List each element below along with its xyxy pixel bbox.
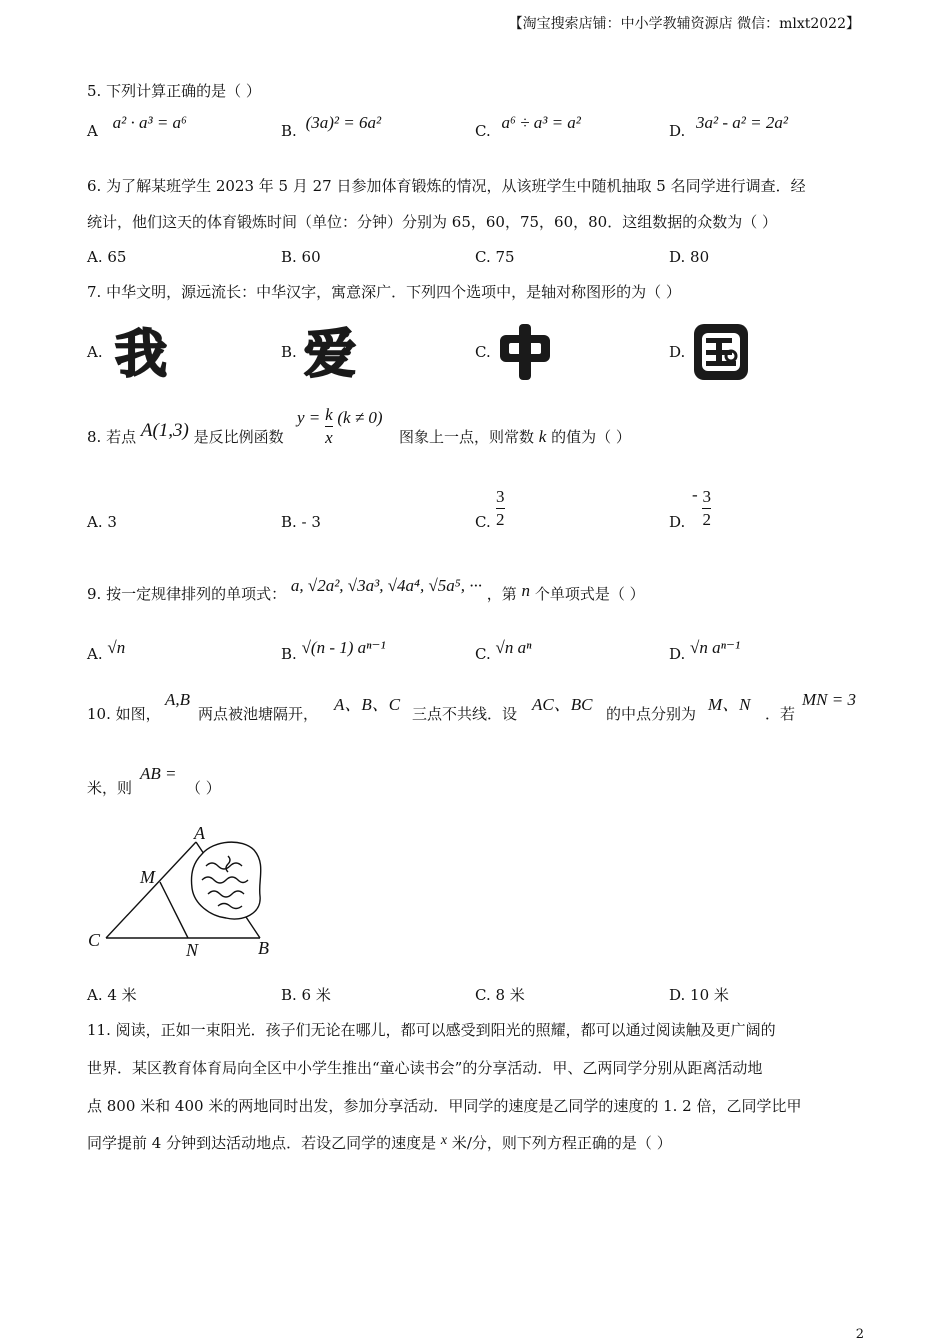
label-n: N: [186, 940, 199, 960]
question-10-stem-1: 10. 如图，: [87, 705, 161, 723]
q8-option-d-label: D.: [669, 513, 686, 531]
glyph-ai-text: 爱: [303, 325, 357, 380]
q8-k-var: k: [538, 427, 547, 446]
q8-function-y: y =: [297, 407, 321, 427]
q8-c-frac: [496, 486, 505, 531]
q8-fraction-x: x: [325, 428, 333, 447]
q9-text-3: 个单项式是（ ）: [534, 585, 645, 603]
q5-option-a: [87, 113, 187, 140]
q8-text-1: 8. 若点: [87, 428, 137, 446]
q8-function-fraction: [325, 404, 333, 449]
q9-option-d-expr: √n aⁿ⁻¹: [690, 638, 741, 657]
q9-option-c: [475, 638, 532, 663]
question-9-stem: [87, 576, 645, 603]
q10-figure: [82, 820, 282, 965]
question-8-stem: [87, 420, 284, 446]
question-11-line-4: [87, 1134, 672, 1154]
q9-option-a-expr: √n: [107, 638, 126, 657]
q5-option-b: [281, 113, 382, 140]
q10-text-7: （ ）: [186, 779, 221, 797]
q5-option-c-label: C.: [475, 122, 491, 140]
q6-option-b: B. 60: [281, 248, 321, 266]
q10-acbc: AC、BC: [532, 695, 593, 714]
q5-option-a-label: A: [87, 122, 98, 140]
question-11-line-2: 世界．某区教育体育局向全区中小学生推出“童心读书会”的分享活动．甲、乙两同学分别从距离活动地: [87, 1059, 763, 1077]
q8-fraction-k: k: [325, 405, 333, 424]
q5-option-d-expr: 3a² - a² = 2a²: [696, 113, 788, 132]
q8-function-condition: (k ≠ 0): [337, 407, 383, 427]
q5-option-a-expr: a² · a³ = a⁶: [112, 113, 187, 132]
q8-text-3: 图象上一点，则常数: [399, 428, 535, 446]
q10-abeq: AB =: [140, 764, 177, 783]
q9-text-1: 9. 按一定规律排列的单项式：: [87, 585, 287, 603]
q5-option-b-expr: (3a)² = 6a²: [305, 113, 382, 132]
q6-option-d: D. 80: [669, 248, 710, 266]
q11-text-4a: 同学提前 4 分钟到达活动地点．若设乙同学的速度是: [87, 1134, 437, 1152]
q10-option-c: C. 8 米: [475, 986, 525, 1004]
q10-option-a: A. 4 米: [87, 986, 137, 1004]
q9-option-a: [87, 638, 126, 663]
q7-option-c-label: C.: [475, 343, 491, 361]
label-a: A: [194, 823, 205, 843]
segment-ca: [106, 842, 196, 938]
glyph-ai: [302, 324, 358, 380]
q7-option-a-label: A.: [87, 343, 103, 361]
q10-option-d: D. 10 米: [669, 986, 729, 1004]
q5-option-c-expr: a⁶ ÷ a³ = a²: [501, 113, 581, 132]
q5-option-c: [475, 113, 581, 140]
q10-mn3: MN = 3: [802, 690, 856, 709]
q8-d-den: 2: [702, 510, 711, 529]
question-5-stem: 5. 下列计算正确的是（ ）: [87, 82, 261, 100]
q8-c-den: 2: [496, 510, 505, 529]
q5-option-d-label: D.: [669, 122, 686, 140]
q10-mn: M、N: [708, 695, 751, 714]
q8-text-4: 的值为（ ）: [551, 428, 631, 446]
page-number: 2: [855, 1327, 864, 1342]
q8-d-num: 3: [702, 487, 711, 506]
q8-d-frac: [702, 486, 711, 531]
q10-text-5: ．若: [765, 705, 796, 723]
q8-option-a: A. 3: [87, 513, 117, 531]
q9-text-2: ，第: [486, 585, 517, 603]
q11-x-var: x: [440, 1133, 448, 1148]
q10-ab: A,B: [165, 690, 191, 709]
question-7-stem: 7. 中华文明，源远流长：中华汉字，寓意深广．下列四个选项中，是轴对称图形的为（ ）: [87, 283, 681, 301]
q9-n-var: n: [521, 581, 531, 600]
q6-option-c: C. 75: [475, 248, 515, 266]
q8-option-d-fraction: [692, 486, 711, 531]
segment-mn: [160, 882, 188, 938]
q9-option-d: [669, 638, 741, 663]
glyph-zhong: [497, 322, 553, 382]
glyph-wo-text: 我: [114, 325, 168, 380]
q9-option-c-label: C.: [475, 645, 491, 663]
label-b: B: [258, 938, 269, 958]
q8-function: [297, 402, 383, 447]
q9-option-b-label: B.: [281, 645, 297, 663]
q9-option-d-label: D.: [669, 645, 686, 663]
q9-sequence: a, √2a², √3a³, √4a⁴, √5a⁵, ···: [290, 576, 482, 595]
q10-text-6: 米，则: [87, 779, 133, 797]
q8-point: A(1,3): [140, 420, 189, 441]
label-m: M: [140, 867, 155, 887]
label-c: C: [88, 930, 101, 950]
q8-option-b: B. - 3: [281, 513, 321, 531]
question-8-stem-end: [399, 428, 631, 446]
q5-option-d: [669, 113, 788, 140]
q11-text-4b: 米/分，则下列方程正确的是（ ）: [451, 1134, 672, 1152]
q8-d-neg: -: [692, 484, 698, 504]
q10-text-4: 的中点分别为: [606, 705, 697, 723]
question-6-line-2: 统计，他们这天的体育锻炼时间（单位：分钟）分别为 65，60，75，60，80．这组数据的众数为（ ）: [87, 213, 777, 231]
q10-text-2: 两点被池塘隔开，: [198, 705, 319, 723]
q9-option-b-expr: √(n - 1) aⁿ⁻¹: [301, 638, 386, 657]
q6-option-a: A. 65: [87, 248, 127, 266]
q8-text-2: 是反比例函数: [193, 428, 284, 446]
q8-option-c-label: C.: [475, 513, 491, 531]
q10-text-3: 三点不共线．设: [412, 705, 518, 723]
q7-option-d-label: D.: [669, 343, 686, 361]
q10-option-b: B. 6 米: [281, 986, 331, 1004]
glyph-wo: [113, 324, 169, 380]
glyph-guo: [693, 323, 749, 381]
q7-option-b-label: B.: [281, 343, 297, 361]
question-11-line-3: 点 800 米和 400 米的两地同时出发，参加分享活动．甲同学的速度是乙同学的速度的 1. 2 倍，乙同学比甲: [87, 1097, 802, 1115]
q9-option-a-label: A.: [87, 645, 103, 663]
q9-option-c-expr: √n aⁿ: [495, 638, 532, 657]
question-6-line-1: 6. 为了解某班学生 2023 年 5 月 27 日参加体育锻炼的情况，从该班学生中随机抽取 5 名同学进行调查．经: [87, 177, 806, 195]
question-11-line-1: 11. 阅读，正如一束阳光．孩子们无论在哪儿，都可以感受到阳光的照耀，都可以通过阅读触及更广阔的: [87, 1021, 776, 1039]
q10-abc: A、B、C: [334, 695, 401, 714]
q8-c-num: 3: [496, 487, 505, 506]
q5-option-b-label: B.: [281, 122, 297, 140]
q9-option-b: [281, 638, 386, 663]
page-header: 【淘宝搜索店铺：中小学教辅资源店 微信：mlxt2022】: [508, 16, 860, 32]
q8-option-c-fraction: [496, 486, 505, 531]
